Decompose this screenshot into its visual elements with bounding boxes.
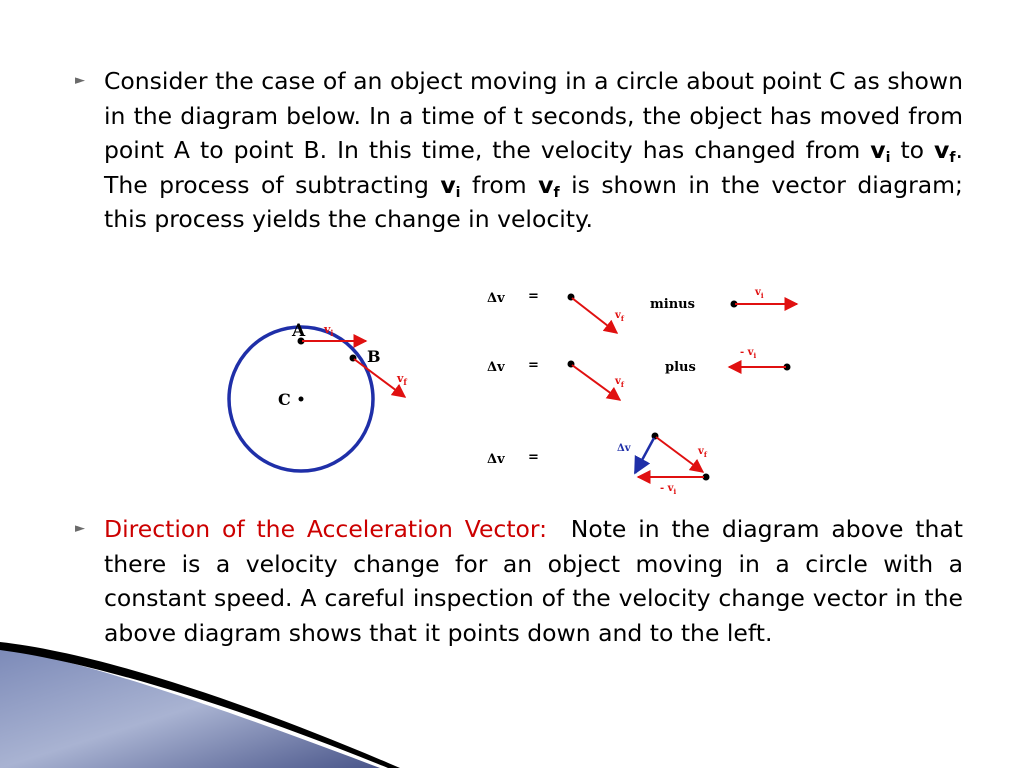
equals-sign: = [528,289,539,304]
bullet-1-text-part: to [890,136,935,164]
velocity-symbol: v [538,170,554,199]
plus-word: plus [665,360,696,375]
bullet-arrow-icon: ► [75,73,85,88]
bullet-1-text-part: Consider the case of an object moving in a circle about point C as shown in the diagram below. In a time of t seconds, the object has moved from point A to point B. In this time, the velocity has changed from [104,67,963,164]
vector-vf [656,437,703,472]
label-vf: $v_f$ [615,310,624,323]
label-vi: $v_i$ [755,287,764,300]
velocity-symbol: v [934,136,950,164]
label-vf: $v_f$ [698,446,707,459]
vector-row-plus [487,347,791,400]
label-vi-circle: $v_i$ [324,323,334,338]
point-c-dot [299,397,304,402]
vector-row-result [487,433,710,497]
bullet-1-text-part: is shown in the vector diagram; this process yields the change in velocity. [104,170,963,233]
acceleration-direction-heading: Direction of the Acceleration Vector: [104,515,548,543]
equals-sign: = [528,358,539,373]
bullet-1-text-part: . The process of subtracting [104,136,963,199]
velocity-symbol: v [870,136,886,164]
label-vf-circle: $v_f$ [397,372,407,387]
acceleration-direction-body: Note in the diagram above that there is a velocity change for an object moving in a circle with a constant speed. A careful inspection of the velocity change vector in the above diagram shows that it points down and to the left. [104,515,963,647]
vector-vf [572,298,617,333]
velocity-subscript: f [949,150,956,167]
equals-sign: = [528,450,539,465]
delta-v-label: Δv [487,360,505,375]
label-point-a: A [292,321,306,341]
bullet-2-text [104,512,963,650]
label-vf: $v_f$ [615,376,624,389]
bullet-item-2 [75,512,963,650]
label-neg-vi: - $v_i$ [660,483,677,496]
label-neg-vi: - $v_i$ [740,347,757,360]
minus-word: minus [650,297,695,312]
velocity-subscript: i [455,184,461,201]
bullet-arrow-icon: ► [75,521,85,536]
label-point-c: C [278,390,291,409]
label-point-b: B [367,347,381,366]
vector-vf [572,365,620,400]
label-delta-v-result: Δv [617,443,631,454]
velocity-subscript: i [885,150,891,167]
velocity-subscript: f [553,184,560,201]
velocity-symbol: v [440,170,456,199]
vector-delta-v [635,438,654,473]
circle-motion-diagram [229,321,407,471]
delta-v-label: Δv [487,452,505,467]
vector-row-minus [487,287,797,333]
bullet-1-text-part: from [460,170,539,199]
delta-v-label: Δv [487,291,505,306]
